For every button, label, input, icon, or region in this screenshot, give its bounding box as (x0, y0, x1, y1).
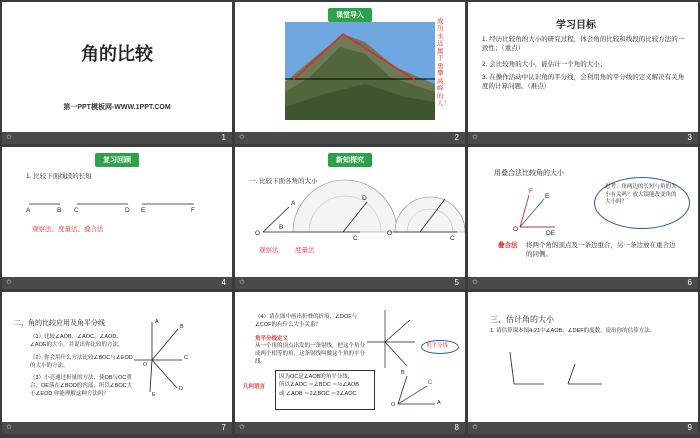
label-c-right: C (450, 235, 455, 242)
point-a: A (26, 207, 31, 214)
slide-number: 2 (454, 133, 459, 142)
label-b: B (401, 370, 405, 376)
label-f: F (529, 188, 533, 195)
label-a: A (155, 319, 159, 325)
star-icon: ✩ (6, 279, 12, 286)
line-segments (2, 147, 232, 289)
methods-text: 观察法、度量法、叠合法 (32, 226, 104, 233)
slide-title: 角的比较 (81, 44, 153, 64)
label-d: D (179, 386, 183, 392)
label-b: B (180, 324, 184, 330)
slide-footer (235, 422, 465, 434)
slide-thumbnail-2[interactable] (235, 2, 465, 144)
star-icon: ✩ (6, 424, 12, 431)
objective-1: 1. 经历比较角的大小的研究过程，体会角的比较和线段的比较方法的一致性；（重点） (482, 36, 685, 53)
point-b: B (57, 207, 62, 214)
star-icon: ✩ (472, 279, 478, 286)
slide-heading: 学习目标 (556, 20, 596, 31)
slide-heading: 三、估计角的大小 (490, 315, 554, 324)
estimate-angles-diagram (468, 292, 698, 434)
section-tag: 课堂导入 (328, 8, 372, 22)
label-a: A (291, 200, 296, 207)
question-3: （3）小亮通过折量的方法，使OB与OC重合，OE落在∠BOD的内部，所以∠BOC大于∠EOD 你能理解这种方法吗？ (30, 375, 133, 397)
star-icon: ✩ (472, 134, 478, 141)
question-text: （4）请在图中画出折叠的折痕，∠DOF与∠COF的有什么大小关系？ (255, 314, 358, 328)
slide-number: 9 (687, 423, 692, 432)
label-de: DE (546, 230, 556, 237)
label-e: E (545, 193, 550, 200)
geometry-label: 几何语言 (243, 384, 266, 390)
method-text: 将两个角的顶点及一条边重合，另一条边放在重合边的同侧。 (526, 242, 676, 259)
slide-number: 8 (454, 423, 459, 432)
label-o: O (391, 402, 396, 408)
box-line-1: 因为OC是∠AOB的角平分线， (279, 374, 354, 380)
slide-footer (2, 132, 232, 144)
label-o: O (143, 362, 148, 368)
question-text: 1. 请估算课本图4-21中∠AOB、∠DEF的度数，说出你的估算方法。 (490, 328, 656, 334)
label-o-right: O (387, 230, 393, 237)
point-c: C (74, 207, 79, 214)
slide-footer (235, 132, 465, 144)
thinking-bubble: 思考：角两边的长短与角的大小有关吗？放大镜能改变角的大小吗？ (594, 177, 690, 229)
slide-number: 1 (221, 133, 226, 142)
label-c: C (428, 380, 433, 386)
slide-footer (468, 277, 698, 289)
point-f: F (191, 207, 195, 214)
star-icon: ✩ (239, 134, 245, 141)
slide-heading: 用叠合法比较角的大小 (494, 170, 564, 177)
definition-label: 角平分线定义 (255, 336, 289, 342)
method-label: 叠合法 (498, 242, 518, 249)
point-d: D (125, 207, 130, 214)
point-e: E (141, 207, 146, 214)
mountain-photo (285, 22, 435, 120)
slide-thumbnail-4[interactable] (2, 147, 232, 289)
slide-number: 4 (221, 278, 226, 287)
label-e: E (152, 392, 156, 398)
box-line-2: 所以∠AOC ＝∠BOC ＝½∠AOB (279, 382, 359, 389)
bisector-diagram (235, 292, 465, 434)
question-1: （1）比较∠AOB、∠AOC、∠AOD、∠AOE的大小，并说出你比较的方法。 (30, 334, 124, 348)
slide-heading: 二、角的比较应用及角平分线 (14, 320, 105, 327)
question-text: 1. 比较下面线段的长短 (26, 173, 92, 180)
question-text: 一. 比较下面各角的大小 (249, 178, 318, 185)
objective-3: 3. 在操作活动中认识角的平分线，会利用角的平分线的定义解决有关角度的计算问题。（难点） (482, 74, 685, 91)
slide-thumbnail-9[interactable] (468, 292, 698, 434)
star-icon: ✩ (239, 279, 245, 286)
label-o-left: O (255, 230, 261, 237)
section-tag: 新知探究 (328, 153, 372, 167)
slide-footer (468, 132, 698, 144)
label-o: O (513, 226, 519, 233)
slide-thumbnail-6[interactable] (468, 147, 698, 289)
star-icon: ✩ (239, 424, 245, 431)
slide-number: 6 (687, 278, 692, 287)
section-tag: 复习回顾 (95, 153, 139, 167)
slide-footer (2, 277, 232, 289)
slide-footer (235, 277, 465, 289)
question-2: （2）你会用什么方法比较∠BOC与∠EOD的大小的方法。 (30, 355, 133, 369)
method-observe: 观察法 (259, 247, 279, 254)
slide-thumbnail-8[interactable] (235, 292, 465, 434)
method-measure: 度量法 (295, 247, 315, 254)
objective-2: 2. 会比较角的大小，能估计一个角的大小； (482, 61, 607, 68)
rays-diagram (2, 292, 232, 434)
label-a: A (437, 400, 441, 406)
label-b: B (279, 224, 284, 231)
bisector-bubble: 角平分线 (421, 340, 459, 354)
slide-thumbnail-1[interactable] (2, 2, 232, 144)
label-d: D (362, 195, 367, 202)
slide-footer (2, 422, 232, 434)
definition-text: 从一个角的顶点出发的一条射线，把这个角分成两个相等的角，这条射线叫做这个角的平分线。 (255, 343, 366, 365)
protractor-diagram (235, 147, 465, 289)
slide-thumbnail-5[interactable] (235, 147, 465, 289)
slide-thumbnail-7[interactable] (2, 292, 232, 434)
vertical-motto: 成功永远属于勇攀高峰的人！ (437, 18, 450, 108)
slide-thumbnail-3[interactable] (468, 2, 698, 144)
label-c: C (184, 355, 188, 361)
star-icon: ✩ (6, 134, 12, 141)
box-line-3: 或 ∠AOB ＝2∠BOC ＝2∠AOC (279, 390, 357, 397)
slide-subtitle: 第一PPT模板网-WWW.1PPT.COM (63, 104, 171, 111)
label-c-left: C (353, 235, 358, 242)
slide-footer (468, 422, 698, 434)
slide-number: 5 (454, 278, 459, 287)
star-icon: ✩ (472, 424, 478, 431)
slide-number: 3 (687, 133, 692, 142)
slide-number: 7 (221, 423, 226, 432)
